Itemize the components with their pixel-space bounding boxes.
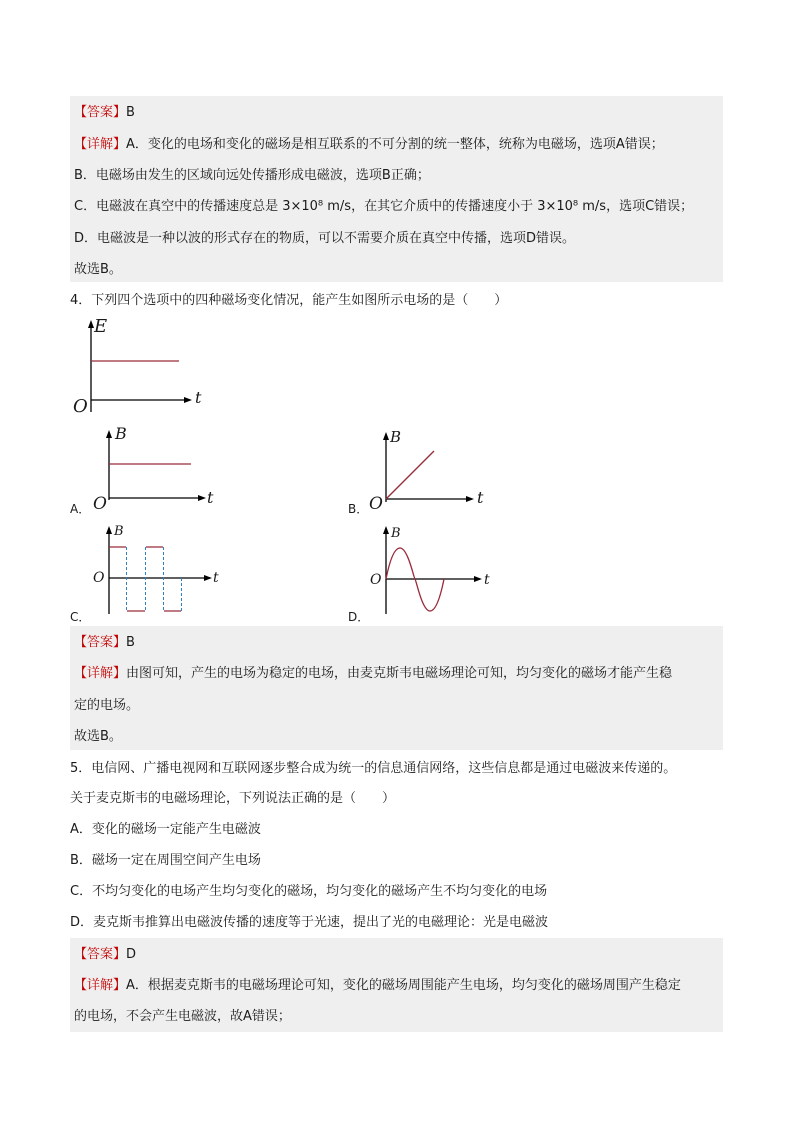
- answer-value: B: [126, 105, 135, 120]
- q4-detail-line-2: 定的电场。: [74, 698, 140, 713]
- option-a-x-label: t: [207, 488, 214, 507]
- q3-detail-line-d: D．电磁波是一种以波的形式存在的物质，可以不需要介质在真空中传播，选项D错误。: [74, 231, 576, 246]
- q4-detail-line-1: [74, 665, 672, 683]
- main-e-t-graph: [70, 318, 210, 418]
- q5-option-b: B．磁场一定在周围空间产生电场: [70, 853, 261, 868]
- main-y-label: E: [94, 316, 108, 337]
- main-x-label: t: [195, 388, 202, 407]
- option-b-y-label: B: [390, 428, 402, 446]
- detail-text: 由图可知，产生的电场为稳定的电场，由麦克斯韦电磁场理论可知，均匀变化的磁场才能产生稳: [126, 666, 673, 681]
- detail-tag: 【详解】: [74, 137, 127, 152]
- q5-answer-line: [74, 946, 136, 964]
- detail-text: A．根据麦克斯韦的电磁场理论可知，变化的磁场周围能产生电场，均匀变化的磁场周围产生稳定: [126, 978, 681, 993]
- option-b-x-label: t: [477, 488, 484, 507]
- q5-option-c: C．不均匀变化的电场产生均匀变化的磁场，均匀变化的磁场产生不均匀变化的电场: [70, 884, 548, 899]
- option-d-y-label: B: [391, 526, 401, 541]
- q4-answer-line: [74, 634, 135, 652]
- option-b-label: B．: [348, 502, 369, 516]
- option-a-label: A．: [70, 502, 91, 516]
- option-a-origin: O: [93, 494, 107, 514]
- option-b-origin: O: [369, 494, 383, 514]
- option-d-label: D．: [348, 610, 370, 624]
- q3-detail-line-a: [74, 136, 664, 154]
- answer-tag: 【答案】: [74, 105, 127, 120]
- option-c-y-label: B: [114, 524, 124, 539]
- detail-tag: 【详解】: [74, 666, 127, 681]
- detail-text: A．变化的电场和变化的磁场是相互联系的不可分割的统一整体，统称为电磁场，选项A错误；: [126, 137, 664, 152]
- q5-option-d: D．麦克斯韦推算出电磁波传播的速度等于光速，提出了光的电磁理论：光是电磁波: [70, 915, 549, 930]
- q5-stem-line-2: 关于麦克斯韦的电磁场理论，下列说法正确的是（ ）: [70, 791, 396, 806]
- option-c-square-wave: [109, 547, 182, 611]
- q3-detail-line-c: C．电磁波在真空中的传播速度总是 3×10⁸ m/s，在其它介质中的传播速度小于 3×10⁸ m/s，选项C错误；: [74, 199, 694, 214]
- answer-value: B: [126, 635, 135, 650]
- q4-answer-block: [70, 626, 723, 750]
- option-c-x-label: t: [213, 570, 219, 586]
- q3-answer-block: [70, 96, 723, 282]
- q3-detail-line-b: B．电磁场由发生的区域向远处传播形成电磁波，选项B正确；: [74, 168, 430, 183]
- q4-stem: 4．下列四个选项中的四种磁场变化情况，能产生如图所示电场的是（ ）: [70, 293, 508, 308]
- option-d-x-label: t: [484, 572, 490, 588]
- q4-conclusion: 故选B。: [74, 729, 122, 744]
- option-c-origin: O: [93, 570, 105, 586]
- q5-detail-line-2: 的电场，不会产生电磁波，故A错误；: [74, 1009, 291, 1024]
- main-x-arrow: [184, 397, 192, 403]
- option-a-y-label: B: [115, 424, 127, 443]
- q5-option-a: A．变化的磁场一定能产生电磁波: [70, 822, 261, 837]
- detail-tag: 【详解】: [74, 978, 127, 993]
- answer-tag: 【答案】: [74, 947, 127, 962]
- option-c-label: C．: [70, 610, 91, 624]
- answer-value: D: [126, 947, 137, 962]
- q3-answer-line: [74, 104, 135, 122]
- answer-tag: 【答案】: [74, 635, 127, 650]
- main-origin-label: O: [73, 396, 88, 417]
- option-b-ramp-line: [386, 451, 434, 499]
- option-d-origin: O: [370, 572, 382, 588]
- q5-stem-line-1: 5．电信网、广播电视网和互联网逐步整合成为统一的信息通信网络，这些信息都是通过电磁波来传递的。: [70, 761, 677, 776]
- q3-conclusion: 故选B。: [74, 262, 122, 277]
- q5-detail-line-1: [74, 977, 681, 995]
